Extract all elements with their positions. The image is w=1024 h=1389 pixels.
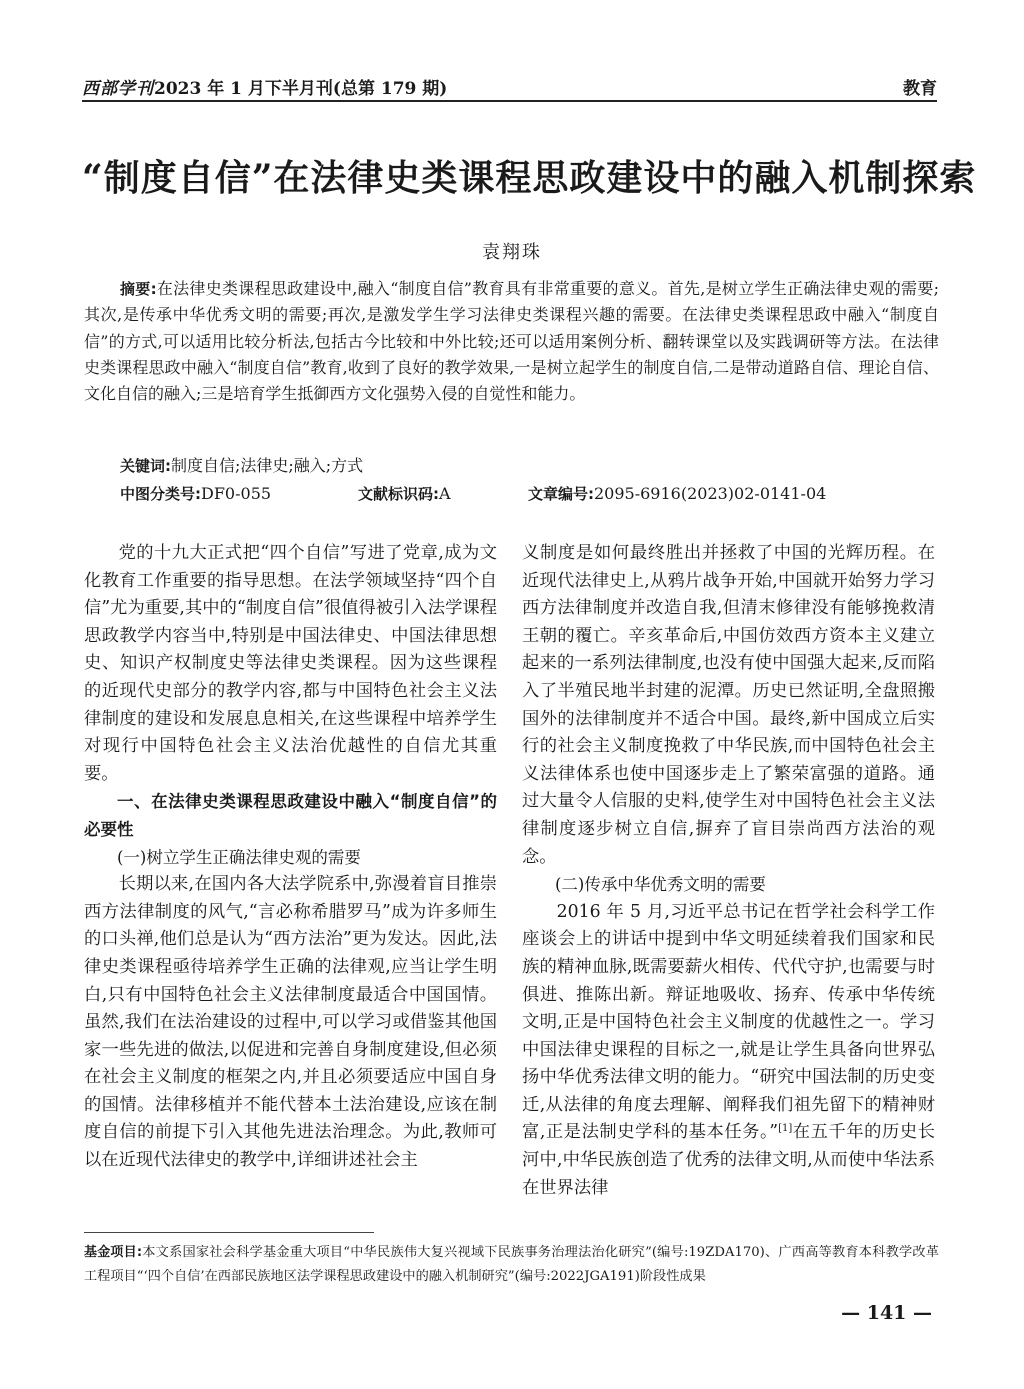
doc-code-value: A xyxy=(439,484,451,503)
paragraph xyxy=(522,899,935,1203)
keywords xyxy=(120,453,363,476)
funding-label: 基金项目: xyxy=(84,1245,143,1260)
paragraph-text: 2016 年 5 月,习近平总书记在哲学社会科学工作座谈会上的讲话中提到中华文明延续着我们国家和民族的精神血脉,既需要薪火相传、代代守护,也需要与时俱进、推陈出新。辩证地吸收、扬弃、传承中华传统文明,正是中国特色社会主义制度的优越性之一。学习中国法律史课程的目标之一,就是让学生具备向世界弘扬中华优秀法律文明的能力。“研究中国法制的历史变迁,从法律的角度去理解、阐释我们祖先留下的精神财富,正是法制史学科的基本任务。” xyxy=(522,901,935,1143)
issue-info: 2023 年 1 月下半月刊(总第 179 期) xyxy=(154,79,448,99)
section-label: 教育 xyxy=(903,79,937,99)
keywords-text: 制度自信;法律史;融入;方式 xyxy=(171,456,364,475)
funding-note xyxy=(84,1241,939,1289)
page-number: — 141 — xyxy=(841,1302,932,1324)
article-author: 袁翔珠 xyxy=(482,242,542,263)
journal-issue xyxy=(82,74,447,99)
article-number-value: 2095-6916(2023)02-0141-04 xyxy=(594,484,827,503)
funding-text: 本文系国家社会科学基金重大项目“中华民族伟大复兴视域下民族事务治理法治化研究”(编号:19ZDA170)、广西高等教育本科教学改革工程项目“‘四个自信’在西部民族地区法学课程思政建设中的融入机制研究”(编号:2022JGA191)阶段性成果 xyxy=(84,1245,939,1284)
article-number xyxy=(528,483,826,504)
footnote-rule xyxy=(84,1232,374,1233)
clc-label: 中图分类号: xyxy=(120,485,201,503)
doc-code xyxy=(358,483,451,504)
article-title: “制度自信”在法律史类课程思政建设中的融入机制探索 xyxy=(82,157,977,199)
clc-value: DF0-055 xyxy=(201,484,272,503)
journal-logo: 西部学刊 xyxy=(82,79,154,99)
classification-row xyxy=(120,483,940,507)
paragraph: 长期以来,在国内各大法学院系中,弥漫着盲目推崇西方法律制度的风气,“言必称希腊罗马”成为许多师生的口头禅,他们总是认为“西方法治”更为发达。因此,法律史类课程亟待培养学生正确的法律观,应当让学生明白,只有中国特色社会主义法律制度最适合中国国情。虽然,我们在法治建设的过程中,可以学习或借鉴其他国家一些先进的做法,以促进和完善自身制度建设,但必须在社会主义制度的框架之内,并且必须要适应中国自身的国情。法律移植并不能代替本土法治建设,应该在制度自信的前提下引入其他先进法治理念。为此,教师可以在近现代法律史的教学中,详细讲述社会主 xyxy=(84,874,497,1171)
doc-code-label: 文献标识码: xyxy=(358,485,439,503)
body-column-left xyxy=(84,540,497,1175)
header-rule xyxy=(82,100,937,102)
body-column-right xyxy=(522,540,935,1202)
paragraph: 义制度是如何最终胜出并拯救了中国的光辉历程。在近现代法律史上,从鸦片战争开始,中国就开始努力学习西方法律制度并改造自我,但清末修律没有能够挽救清王朝的覆亡。辛亥革命后,中国仿效西方资本主义建立起来的一系列法律制度,也没有使中国强大起来,反而陷入了半殖民地半封建的泥潭。历史已然证明,全盘照搬国外的法律制度并不适合中国。最终,新中国成立后实行的社会主义制度挽救了中华民族,而中国特色社会主义法律体系也使中国逐步走上了繁荣富强的道路。通过大量令人信服的史料,使学生对中国特色社会主义法律制度逐步树立自信,摒弃了盲目崇尚西方法治的观念。 xyxy=(522,543,935,867)
paragraph-text-continued: 在五千年的历史长河中,中华民族创造了优秀的法律文明,从而使中华法系在世界法律 xyxy=(522,1122,935,1198)
article-number-label: 文章编号: xyxy=(528,485,594,503)
section-heading: 一、在法律史类课程思政建设中融入“制度自信”的必要性 xyxy=(84,792,497,839)
abstract-text: 在法律史类课程思政建设中,融入“制度自信”教育具有非常重要的意义。首先,是树立学生正确法律史观的需要;其次,是传承中华优秀文明的需要;再次,是激发学生学习法律史类课程兴趣的需要。在法律史类课程思政中融入“制度自信”的方式,可以适用比较分析法,包括古今比较和中外比较;还可以适用案例分析、翻转课堂以及实践调研等方法。在法律史类课程思政中融入“制度自信”教育,收到了良好的教学效果,一是树立起学生的制度自信,二是带动道路自信、理论自信、文化自信的融入;三是培育学生抵御西方文化强势入侵的自觉性和能力。 xyxy=(84,279,939,404)
clc-code xyxy=(120,483,271,504)
subsection-heading: (一)树立学生正确法律史观的需要 xyxy=(117,847,361,867)
running-header xyxy=(82,74,937,99)
paragraph: 党的十九大正式把“四个自信”写进了党章,成为文化教育工作重要的指导思想。在法学领域坚持“四个自信”尤为重要,其中的“制度自信”很值得被引入法学课程思政教学内容当中,特别是中国法律史、中国法律思想史、知识产权制度史等法律史类课程。因为这些课程的近现代史部分的教学内容,都与中国特色社会主义法律制度的建设和发展息息相关,在这些课程中培养学生对现行中国特色社会主义法治优越性的自信尤其重要。 xyxy=(84,543,497,784)
citation-marker[interactable]: [1] xyxy=(778,1123,793,1135)
keywords-label: 关键词: xyxy=(120,457,171,475)
abstract xyxy=(84,276,939,407)
subsection-heading: (二)传承中华优秀文明的需要 xyxy=(555,875,766,895)
abstract-label: 摘要: xyxy=(120,280,157,298)
